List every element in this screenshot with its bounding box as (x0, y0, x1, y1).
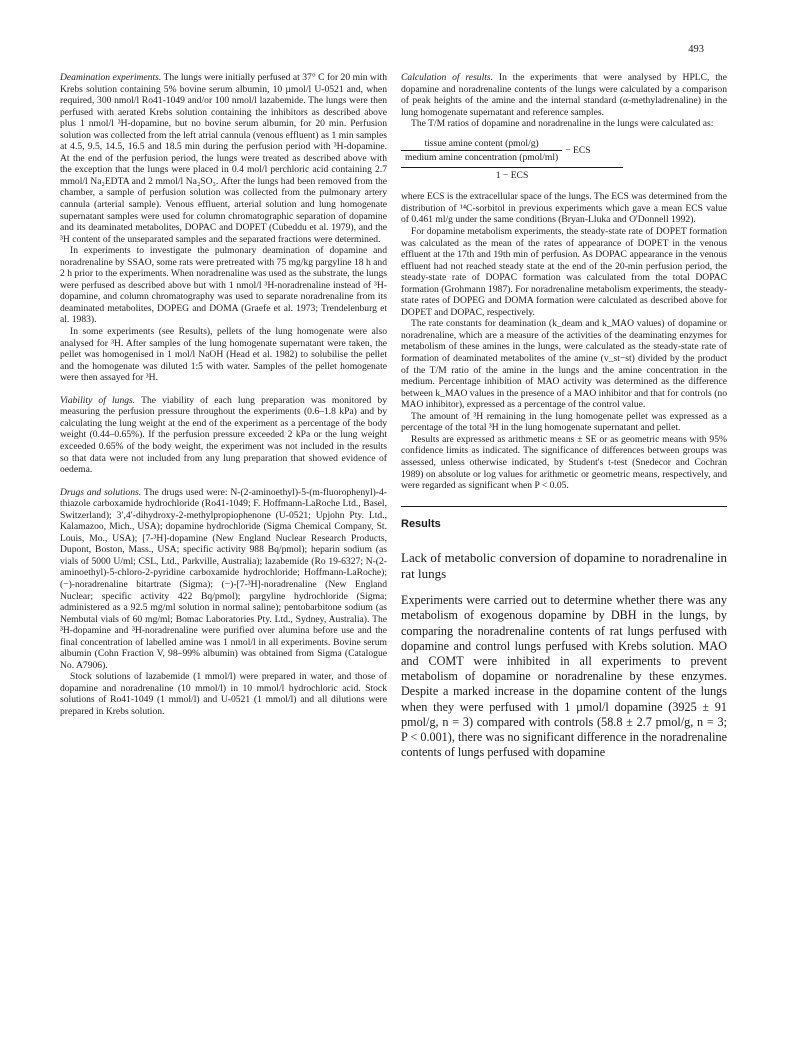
section-divider (401, 506, 727, 507)
results-body (401, 593, 727, 760)
formula-inner-numerator: tissue amine content (pmol/g) (424, 137, 539, 149)
calculation-paragraph (401, 72, 727, 118)
drugs-text: The drugs used were: N-(2-aminoethyl)-5-(m-fluorophenyl)-4-thiazole carboxamide hydrochloride (Ro41-1049; F. Hoffmann-LaRoche Ltd., Basel, Switzerland); 3′,4′-dihydroxy-2-methylpropiophenone (U-0521; Upjohn Pty. Ltd., Kalamazoo, Mich., USA); dopamine hydrochloride (Sigma Chemical Company, St. Louis, Mo., USA); [7-³H]-dopamine (New England Nuclear Research Products, Dupont, Boston, Mass., USA; specific activity 988 Bq/pmol); heparin sodium (as vials of 5000 U/ml; CSL, Ltd., Parkville, Australia); lazabemide (Ro 19-6327; N-(2-aminoethyl)-5-chloro-2-pyridine carboxamide hydrochloride; Hoffmann-LaRoche); (−)-noradrenaline bitartrate (Sigma); (−)-[7-³H]-noradrenaline (New England Nuclear; specific activity 422 Bq/pmol); pargyline hydrochloride (Sigma; administered as a 92.5 mg/ml solution in normal saline); pentobarbitone sodium (as Nembutal vials of 60 mg/ml; Bomac Laboratories Pty. Ltd., Sydney, Australia). The ³H-dopamine and ³H-noradrenaline were purified over alumina before use and the final concentration of labelled amine was 1 nmol/l in all experiments. Bovine serum albumin (Cohn Fraction V, 98–99% albumin) was obtained from Sigma (Catalogue No. A7906). (60, 486, 387, 671)
page-number: 493 (688, 44, 704, 55)
viability-text: The viability of each lung preparation was monitored by measuring the perfusion pressure throughout the experiments (0.6–1.8 kPa) and by calculating the lung weight at the end of the experiment as a percentage of the body weight (0.44–0.65%). If the perfusion pressure exceeded 2 kPa or the lung weight exceeded 0.65% of the body weight, the experiment was not included in the results so that data were not included from any lung preparation that showed evidence of oedema. (60, 394, 387, 476)
right-column (401, 72, 727, 760)
drugs-paragraph (60, 487, 387, 672)
viability-paragraph (60, 395, 387, 476)
ecs-paragraph: where ECS is the extracellular space of the lungs. The ECS was determined from the distribution of ¹⁴C-sorbitol in previous experiments which gave a mean ECS value of 0.461 ml/g under the same conditions (Bryan-Lluka and O'Donnell 1992). (401, 191, 727, 226)
deamination-paragraph (60, 72, 387, 245)
pellet-amount-paragraph: The amount of ³H remaining in the lung homogenate pellet was expressed as a percentage of the total ³H in the lung homogenate supernatant and pellet. (401, 410, 727, 434)
ssao-paragraph: In experiments to investigate the pulmonary deamination of dopamine and noradrenaline by SSAO, some rats were pretreated with 75 mg/kg pargyline 18 h and 2 h prior to the experiments. When noradrenaline was used as the substrate, the lungs were perfused as described above but with 1 nmol/l ³H-noradrenaline instead of ³H-dopamine, and column chromatography was used to separate noradrenaline from its deaminated metabolites, DOPEG and DOMA (Graefe et al. 1973; Trendelenburg et al. 1983). (60, 245, 387, 326)
tm-ratio-formula (401, 138, 727, 182)
tm-ratio-paragraph: The T/M ratios of dopamine and noradrenaline in the lungs were calculated as: (411, 118, 714, 130)
formula-outer-denominator: 1 − ECS (495, 169, 529, 181)
rate-constant-paragraph: The rate constants for deamination (k_deam and k_MAO values) of dopamine or noradrenaline, which are a measure of the activities of the deaminating enzymes for metabolism of these amines in the lungs, were calculated as the steady-state rate of formation of deaminated metabolites of the amine (v_st−st) divided by the product of the T/M ratio of the amine in the lungs and the amine concentration in the medium. Percentage inhibition of MAO activity was determined as the difference between k_MAO values in the presence of a MAO inhibitor and that for controls (no MAO inhibitor), expressed as a percentage of the control value. (401, 318, 727, 411)
pellet-paragraph: In some experiments (see Results), pellets of the lung homogenate were also analysed for ³H. After samples of the lung homogenate supernatant were taken, the pellet was homogenised in 1 mol/l NaOH (Head et al. 1982) to solubilise the pellet and the homogenate was diluted 1:5 with water. Samples of the pellet homogenate were then assayed for ³H. (60, 326, 387, 384)
calculation-text: In the experiments that were analysed by HPLC, the dopamine and noradrenaline contents of the lungs were calculated by a comparison of peak heights of the amine and the internal standard (α-methyladrenaline) in the lung homogenate supernatant and reference samples. (401, 72, 727, 118)
drugs-heading: Drugs and solutions. (60, 486, 142, 498)
statistics-paragraph: Results are expressed as arithmetic means ± SE or as geometric means with 95% confidence limits as indicated. The significance of differences between groups was assessed, unless otherwise indicated, by Student's t-test (Snedecor and Cochran 1989) on absolute or log values for arithmetic or geometric means, respectively, and were regarded as significant when P < 0.05. (401, 433, 727, 492)
results-heading: Results (401, 517, 441, 530)
formula-inner-denominator: medium amine concentration (pmol/ml) (405, 152, 559, 164)
calculation-heading: Calculation of results. (401, 72, 494, 83)
formula-minus-ecs: − ECS (565, 145, 591, 156)
dopet-paragraph: For dopamine metabolism experiments, the steady-state rate of DOPET formation was calculated as the mean of the rates of appearance of DOPET in the venous effluent at the 17th and 19th min of perfusion. As DOPAC appearance in the venous effluent had not reached steady state at the end of the 20-min perfusion period, the steady-state rate of DOPAC formation was calculated from the total DOPAC formation (Grohmann 1987). For noradrenaline metabolism experiments, the steady-state rates of DOPEG and DOMA formation were calculated as described above for DOPET and DOPAC, respectively. (401, 226, 727, 318)
deamination-text: The lungs were initially perfused at 37° C for 20 min with Krebs solution containing 5% bovine serum albumin, 10 µmol/l U-0521 and, when required, 300 nmol/l Ro41-1049 and/or 100 nmol/l lazabemide. The lungs were then perfused with aerated Krebs solution containing the inhibitors as described above plus 1 nmol/l ³H-dopamine, but no bovine serum albumin, for 20 min. Perfusion solution was collected from the left atrial cannula (venous effluent) as 1 min samples at 4.5, 9.5, 14.5, 16.5 and 18.5 min during the perfusion period with ³H-dopamine. At the end of the perfusion period, the lungs were treated as described above with the exception that the lungs were placed in 0.4 mol/l perchloric acid containing 2.7 mmol/l Na₂EDTA and 2 mmol/l Na₂SO₃. After the lungs had been removed from the chamber, a sample of perfusion solution was collected from the pulmonary artery cannula (arterial sample). Venous effluent, arterial solution and lung homogenate supernatant samples were used for column chromatographic separation of dopamine and its deaminated metabolites, DOPAC and DOPET (Cubeddu et al. 1979), and the ³H content of the unseparated samples and the separated fractions were determined. (60, 72, 387, 245)
stock-solutions-paragraph: Stock solutions of lazabemide (1 mmol/l) were prepared in water, and those of dopamine and noradrenaline (10 mmol/l) in 10 mmol/l hydrochloric acid. Stock solutions of Ro41-1049 (1 mmol/l) and U-0521 (1 mmol/l) and all dilutions were prepared in Krebs solution. (60, 671, 387, 717)
viability-heading: Viability of lungs. (60, 394, 136, 406)
results-paragraph: Experiments were carried out to determine whether there was any metabolism of exogenous dopamine by DBH in the lungs, by comparing the noradrenaline contents of rat lungs perfused with dopamine and control lungs perfused with Krebs solution. MAO and COMT were inhibited in all experiments to prevent metabolism of dopamine or noradrenaline by these enzymes. Despite a marked increase in the dopamine content of the lungs when they were perfused with 1 µmol/l dopamine (3925 ± 91 pmol/g, n = 3) compared with controls (58.8 ± 2.7 pmol/g, n = 3; P < 0.001), there was no significant difference in the noradrenaline contents of lungs perfused with dopamine (401, 593, 727, 760)
left-column (60, 72, 387, 718)
results-subheading: Lack of metabolic conversion of dopamine to noradrenaline in rat lungs (401, 550, 727, 581)
deamination-heading: Deamination experiments. (60, 72, 162, 83)
